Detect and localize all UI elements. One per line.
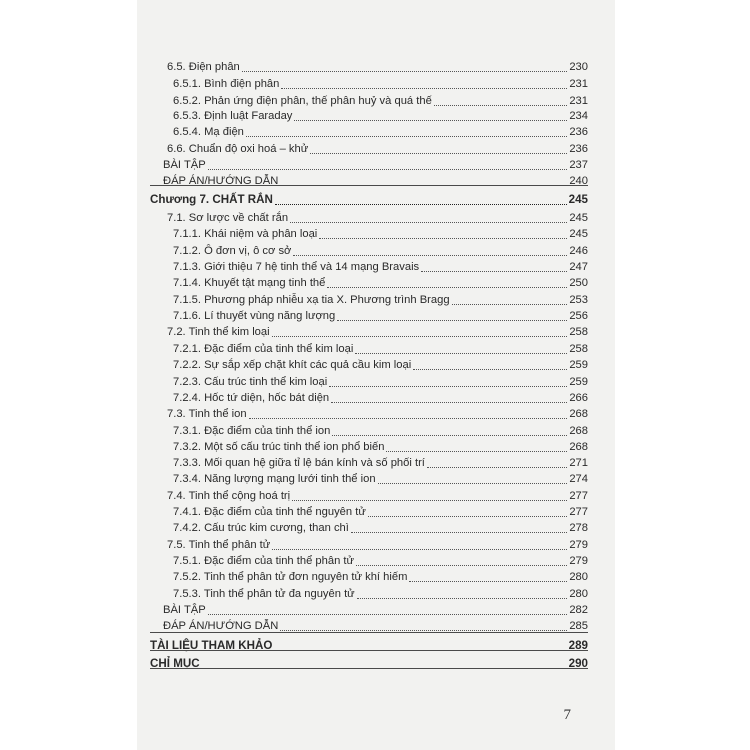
- dot-leader: [378, 483, 568, 484]
- toc-entry: [167, 322, 588, 340]
- toc-entry-title: 6.5. Điện phân: [167, 61, 240, 73]
- toc-entry-page: 259: [569, 359, 588, 371]
- toc-entry-title: 7.3.2. Một số cấu trúc tinh thể ion phổ biến: [173, 441, 385, 453]
- toc-entry-title: BÀI TẬP: [163, 604, 206, 616]
- toc-entry-title: 6.5.1. Bình điện phân: [173, 78, 280, 90]
- dot-leader: [329, 386, 567, 387]
- toc-entry-page: 268: [569, 441, 588, 453]
- toc-entry-title: 7.4.2. Cấu trúc kim cương, than chì: [173, 522, 349, 534]
- toc-entry: [150, 190, 588, 208]
- toc-entry-title: ĐÁP ÁN/HƯỚNG DẪN: [163, 175, 279, 187]
- toc-entry-title: BÀI TẬP: [163, 159, 206, 171]
- toc-entry: [173, 518, 588, 536]
- toc-entry-title: 7.2.3. Cấu trúc tinh thể kim loại: [173, 376, 328, 388]
- toc-entry-title: ĐÁP ÁN/HƯỚNG DẪN: [163, 620, 279, 632]
- toc-entry-title: 7.1.1. Khái niệm và phân loại: [173, 228, 318, 240]
- toc-entry: [173, 224, 588, 242]
- toc-entry-page: 236: [569, 126, 588, 138]
- toc-entry-page: 230: [569, 61, 588, 73]
- dot-leader: [281, 88, 567, 89]
- toc-entry-title: 7.2. Tinh thể kim loại: [167, 326, 270, 338]
- toc-entry-title: 7.4. Tinh thể cộng hoá trị: [167, 490, 291, 502]
- book-page: [137, 0, 615, 750]
- toc-entry-title: 7.1.4. Khuyết tật mạng tinh thể: [173, 277, 326, 289]
- dot-leader: [332, 435, 567, 436]
- toc-entry-page: 277: [569, 506, 588, 518]
- dot-leader: [292, 500, 567, 501]
- dot-leader: [355, 353, 567, 354]
- toc-entry-page: 237: [569, 159, 588, 171]
- dot-leader: [357, 598, 568, 599]
- toc-entry-title: 7.5.2. Tinh thể phân tử đơn nguyên tử khí hiếm: [173, 571, 408, 583]
- section-divider: [150, 650, 588, 651]
- toc-entry-page: 290: [568, 657, 588, 670]
- toc-entry-page: 278: [569, 522, 588, 534]
- toc-entry-title: 6.5.3. Định luật Faraday: [173, 110, 293, 122]
- dot-leader: [208, 169, 568, 170]
- toc-entry-page: 274: [569, 473, 588, 485]
- toc-entry-page: 245: [569, 212, 588, 224]
- toc-entry-title: 7.5. Tinh thể phân tử: [167, 539, 271, 551]
- toc-entry-title: 7.1.6. Lí thuyết vùng năng lượng: [173, 310, 336, 322]
- dot-leader: [208, 614, 568, 615]
- dot-leader: [290, 222, 567, 223]
- toc-entry-page: 245: [569, 228, 588, 240]
- toc-entry: [167, 404, 588, 422]
- toc-entry-title: 7.1.2. Ô đơn vị, ô cơ sở: [173, 245, 292, 257]
- toc-entry: [150, 636, 588, 654]
- toc-entry-title: CHỈ MỤC: [150, 657, 200, 670]
- section-divider: [150, 632, 588, 633]
- toc-entry: [163, 171, 588, 189]
- toc-entry-title: 7.1.5. Phương pháp nhiễu xạ tia X. Phương trình Bragg: [173, 294, 450, 306]
- toc-entry-page: 277: [569, 490, 588, 502]
- toc-entry-title: 7.3.3. Mối quan hệ giữa tỉ lệ bán kính và số phối trí: [173, 457, 425, 469]
- toc-entry-title: 7.2.2. Sự sắp xếp chặt khít các quả cầu kim loại: [173, 359, 412, 371]
- dot-leader: [319, 238, 567, 239]
- toc-entry-page: 246: [569, 245, 588, 257]
- toc-entry-title: TÀI LIỆU THAM KHẢO: [150, 639, 273, 652]
- toc-entry: [173, 273, 588, 291]
- toc-entry-title: 6.5.2. Phản ứng điện phân, thế phân huỷ và quá thế: [173, 95, 432, 107]
- dot-leader: [368, 516, 568, 517]
- toc-entry-title: 7.5.1. Đặc điểm của tinh thể phân tử: [173, 555, 355, 567]
- toc-entry-page: 258: [569, 343, 588, 355]
- toc-entry-title: 7.2.1. Đặc điểm của tinh thể kim loại: [173, 343, 354, 355]
- toc-entry-page: 253: [569, 294, 588, 306]
- toc-entry: [173, 122, 588, 140]
- toc-entry-title: 7.3.1. Đặc điểm của tinh thể ion: [173, 425, 331, 437]
- toc-entry: [150, 654, 588, 672]
- dot-leader: [280, 630, 567, 631]
- toc-entry: [173, 469, 588, 487]
- toc-entry-page: 245: [568, 193, 588, 206]
- toc-entry-page: 280: [569, 571, 588, 583]
- dot-leader: [294, 120, 567, 121]
- dot-leader: [275, 204, 567, 205]
- dot-leader: [331, 402, 567, 403]
- dot-leader: [356, 565, 567, 566]
- dot-leader: [452, 304, 568, 305]
- toc-entry-page: 289: [568, 639, 588, 652]
- dot-leader: [242, 71, 568, 72]
- dot-leader: [413, 369, 567, 370]
- toc-entry-page: 247: [569, 261, 588, 273]
- toc-entry-page: 279: [569, 555, 588, 567]
- dot-leader: [337, 320, 567, 321]
- toc-entry-page: 268: [569, 425, 588, 437]
- toc-entry-page: 231: [569, 78, 588, 90]
- toc-entry-page: 285: [569, 620, 588, 632]
- toc-entry-page: 256: [569, 310, 588, 322]
- toc-entry: [173, 567, 588, 585]
- toc-entry-title: 7.5.3. Tinh thể phân tử đa nguyên tử: [173, 588, 355, 600]
- toc-entry-page: 258: [569, 326, 588, 338]
- dot-leader: [246, 136, 567, 137]
- toc-entry-page: 250: [569, 277, 588, 289]
- toc-entry-title: 7.3. Tinh thể ion: [167, 408, 247, 420]
- toc-entry: [173, 74, 588, 92]
- toc-entry-page: 231: [569, 95, 588, 107]
- toc-entry-page: 268: [569, 408, 588, 420]
- toc-entry: [167, 57, 588, 75]
- toc-entry-title: 6.6. Chuẩn độ oxi hoá – khử: [167, 143, 309, 155]
- dot-leader: [421, 271, 567, 272]
- toc-entry-title: 7.4.1. Đặc điểm của tinh thể nguyên tử: [173, 506, 366, 518]
- toc-entry-page: 280: [569, 588, 588, 600]
- section-divider: [150, 668, 588, 669]
- dot-leader: [249, 418, 568, 419]
- dot-leader: [293, 255, 567, 256]
- toc-entry-title: 7.1. Sơ lược về chất rắn: [167, 212, 289, 224]
- section-divider: [150, 185, 588, 186]
- toc-entry-page: 259: [569, 376, 588, 388]
- dot-leader: [386, 451, 567, 452]
- toc-entry-title: 7.1.3. Giới thiệu 7 hệ tinh thể và 14 mạng Bravais: [173, 261, 420, 273]
- toc-entry-title: 7.3.4. Năng lượng mạng lưới tinh thể ion: [173, 473, 376, 485]
- dot-leader: [427, 467, 567, 468]
- toc-entry-title: Chương 7. CHẤT RẮN: [150, 193, 273, 206]
- toc-entry-title: 6.5.4. Mạ điện: [173, 126, 244, 138]
- dot-leader: [351, 532, 567, 533]
- dot-leader: [272, 336, 568, 337]
- toc-entry-page: 282: [569, 604, 588, 616]
- toc-entry: [173, 355, 588, 373]
- toc-entry-page: 234: [569, 110, 588, 122]
- dot-leader: [310, 153, 567, 154]
- page-number: 7: [563, 707, 571, 723]
- toc-entry-page: 266: [569, 392, 588, 404]
- toc-entry-page: 236: [569, 143, 588, 155]
- dot-leader: [409, 581, 567, 582]
- dot-leader: [272, 549, 567, 550]
- toc-entry-page: 240: [569, 175, 588, 187]
- toc-entry-page: 271: [569, 457, 588, 469]
- toc-entry-title: 7.2.4. Hốc tứ diện, hốc bát diện: [173, 392, 330, 404]
- dot-leader: [327, 287, 567, 288]
- toc-entry-page: 279: [569, 539, 588, 551]
